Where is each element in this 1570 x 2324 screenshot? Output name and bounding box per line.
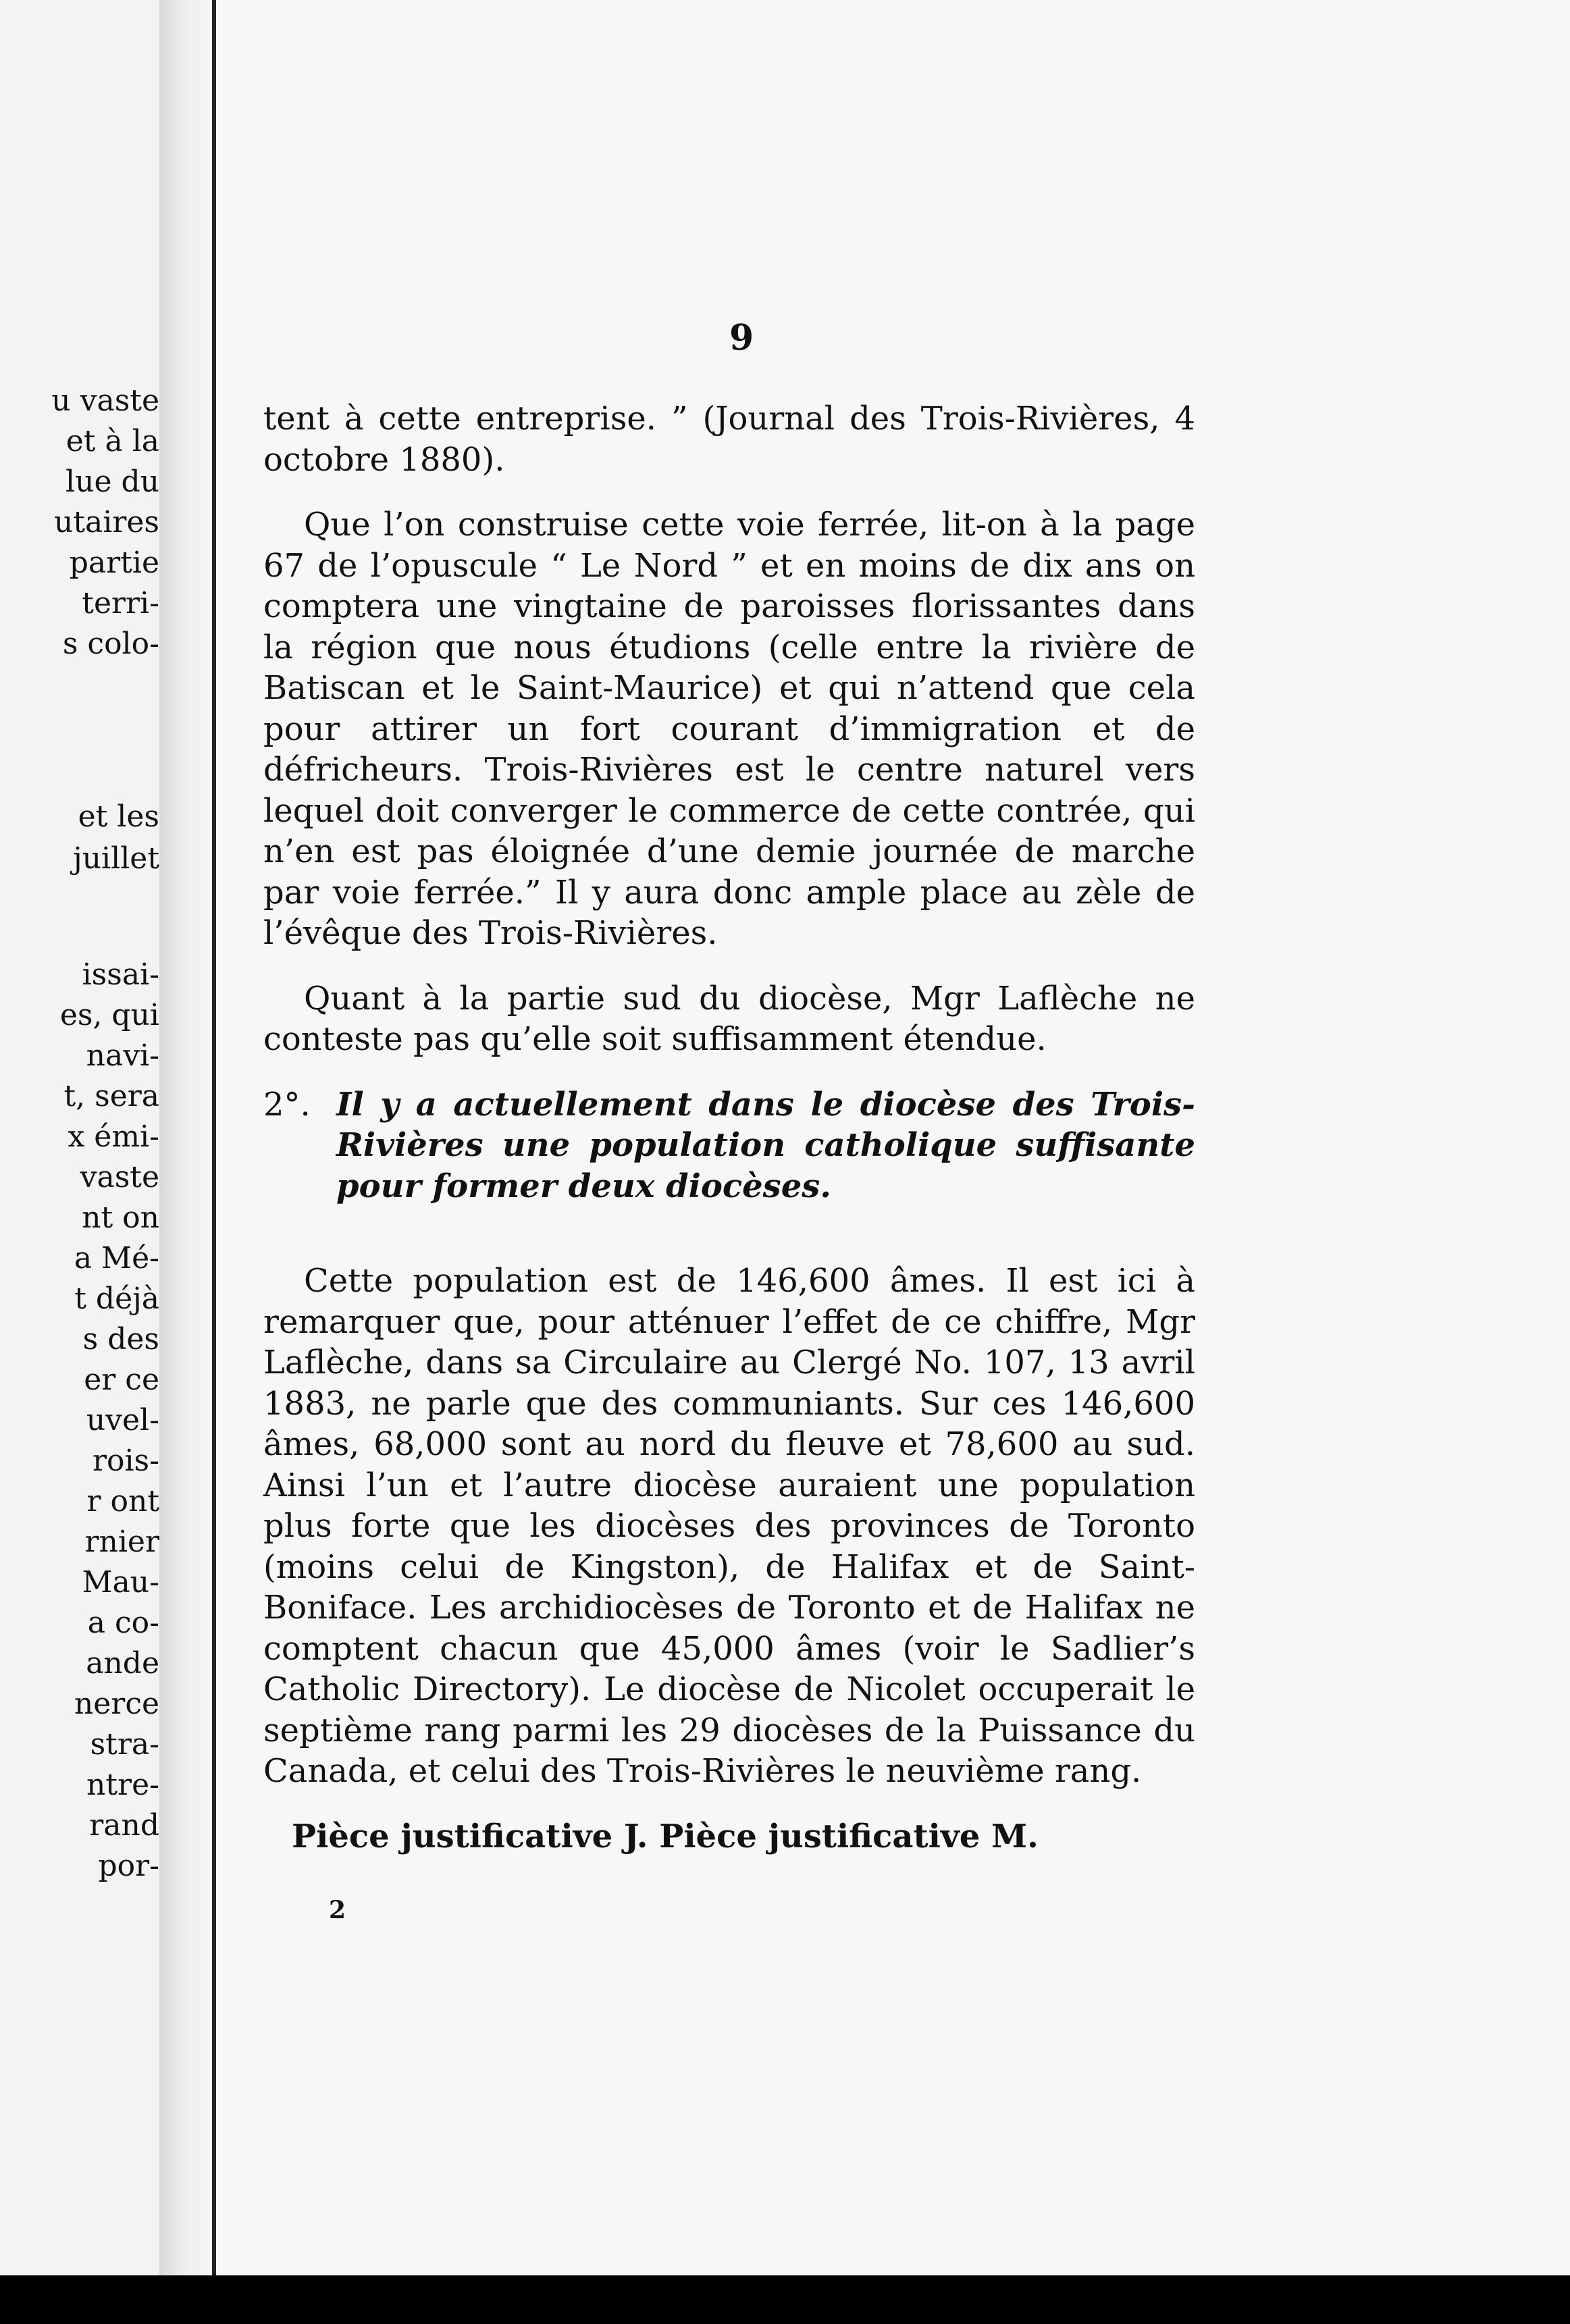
numbered-heading (263, 1084, 1195, 1207)
page-number: 9 (729, 317, 754, 359)
left-page-strip (0, 0, 163, 2324)
left-page-line: utaires (54, 505, 159, 539)
left-page-line: vaste (80, 1160, 159, 1194)
left-page-line: a Mé- (74, 1241, 159, 1275)
left-page-line: nt on (82, 1200, 159, 1235)
left-page-line: x émi- (68, 1119, 159, 1154)
paragraph-3: Quant à la partie sud du diocèse, Mgr Laflèche ne conteste pas qu’elle soit suffisamment étendue. (263, 979, 1195, 1058)
left-page-line: ntre- (86, 1768, 159, 1802)
left-page-line: et à la (66, 424, 159, 458)
heading-text: Il y a actuellement dans le diocèse des Trois-Rivières une population catholique suffisante pour former deux diocèses. (336, 1085, 1195, 1205)
left-page-line: Mau- (82, 1565, 159, 1600)
left-page-line: por- (98, 1849, 159, 1883)
left-page-line: uvel- (86, 1403, 159, 1437)
left-page-line: ande (86, 1646, 159, 1681)
left-page-line: nerce (74, 1687, 159, 1721)
heading-number: 2°. (263, 1085, 311, 1124)
left-page-line: s colo- (62, 627, 159, 661)
left-page-line: u vaste (51, 384, 159, 418)
left-page-line: t déjà (74, 1282, 159, 1316)
left-page-line: et les (78, 799, 159, 834)
left-page-line: rand (89, 1808, 159, 1843)
left-page-line: stra- (90, 1727, 159, 1762)
paragraph-2: Que l’on construise cette voie ferrée, lit-on à la page 67 de l’opuscule “ Le Nord ” et en moins de dix ans on comptera une vingtaine de paroisses florissantes dans la région que nous étudions (celle entre la rivière de Batiscan et le Saint-Maurice) et qui n’attend que cela pour attirer un fort courant d’immigration et de défricheurs. Trois-Rivières est le centre naturel vers lequel doit converger le commerce de cette contrée, qui n’en est pas éloignée d’une demie journée de marche par voie ferrée.” Il y aura donc ample place au zèle de l’évêque des Trois-Rivières. (263, 506, 1195, 952)
left-page-line: rnier (84, 1525, 159, 1559)
left-page-line: lue du (66, 465, 159, 499)
book-gutter (159, 0, 219, 2324)
body-text (263, 398, 1195, 1881)
references-line: Pièce justificative J. Pièce justificative M. (292, 1817, 1039, 1855)
left-page-line (0, 704, 159, 747)
left-page-line: r ont (86, 1484, 159, 1518)
left-page-line: es, qui (59, 998, 159, 1032)
signature-mark: 2 (329, 1896, 346, 1924)
left-page-line: s des (82, 1322, 159, 1356)
left-page-line: juillet (73, 841, 159, 876)
left-page-line: issai- (82, 957, 159, 992)
left-page-line (0, 878, 159, 921)
paragraph-1: tent à cette entreprise. ” (Journal des Trois-Rivières, 4 octobre 1880). (263, 400, 1195, 479)
left-page-line: t, sera (63, 1079, 159, 1113)
left-page-line: navi- (86, 1038, 159, 1073)
left-page-line (0, 663, 159, 706)
left-page-line: er ce (84, 1363, 159, 1397)
left-page-line: rois- (92, 1444, 159, 1478)
scan-bottom-border (0, 2275, 1570, 2324)
left-page-line: terri- (82, 586, 159, 620)
left-page-line: partie (69, 546, 159, 580)
paragraph-4: Cette population est de 146,600 âmes. Il est ici à remarquer que, pour atténuer l’effet de ce chiffre, Mgr Laflèche, dans sa Circulaire au Clergé No. 107, 13 avril 1883, ne parle que des communiants. Sur ces 146,600 âmes, 68,000 sont au nord du fleuve et 78,600 au sud. Ainsi l’un et l’autre diocèse auraient une population plus forte que les diocèses des provinces de Toronto (moins celui de Kingston), de Halifax et de Saint-Boniface. Les archidiocèses de Toronto et de Halifax ne comptent chacun que 45,000 âmes (voir le Sadlier’s Catholic Directory). Le diocèse de Nicolet occuperait le septième rang parmi les 29 diocèses de la Puissance du Canada, et celui des Trois-Rivières le neuvième rang. (263, 1262, 1195, 1790)
left-page-line: a co- (87, 1606, 159, 1640)
